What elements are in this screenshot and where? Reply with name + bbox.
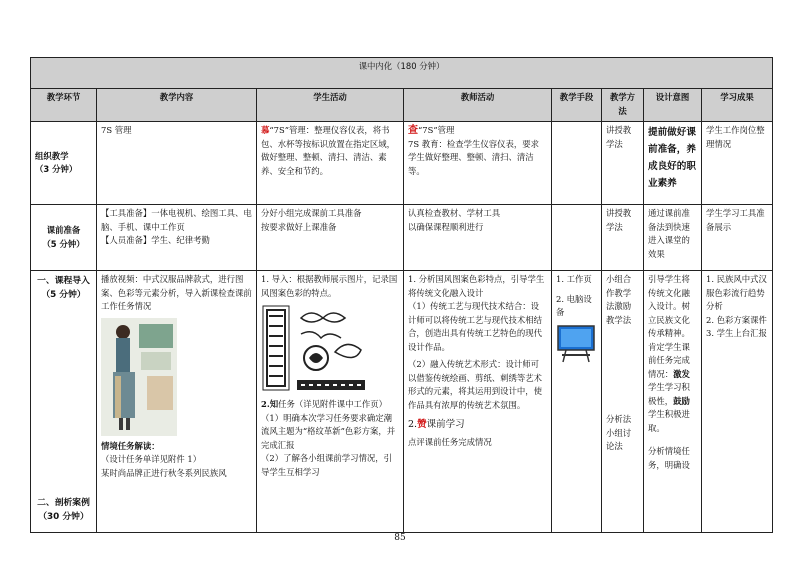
teacher-step1a: （1）传统工艺与现代技术结合：设计师可以将传统工艺与现代技术相结合，创造出具有传统工艺特色的现代设计作品。 <box>408 301 542 352</box>
table-title: 课中内化（180 分钟） <box>31 58 773 89</box>
header-outcome: 学习成果 <box>702 89 773 122</box>
pattern-illustration <box>261 304 371 394</box>
outcome-cell: 学生学习工具准备展示 <box>702 205 773 271</box>
intent-item2b: 激发 <box>673 368 690 379</box>
teacher-step1b: （2）融入传统艺术形式：设计师可以借鉴传统绘画、剪纸、刺绣等艺术形式的元素，将其运用到设计中，使作品具有浓厚的传统艺术氛围。 <box>408 359 542 410</box>
stage-cell <box>31 122 97 205</box>
stage-label: 课前准备 <box>46 225 81 235</box>
stage-time: （3 分钟） <box>35 164 78 174</box>
teacher-mark: 查 <box>408 125 418 136</box>
header-row <box>31 89 773 122</box>
stage-time: （5 分钟） <box>42 238 85 249</box>
student-step2-mark: 知 <box>269 399 279 409</box>
means-cell <box>552 205 602 271</box>
outcome-item3: 3. 学生上台汇报 <box>706 328 767 338</box>
method-cell <box>602 271 644 533</box>
method-item2: 分析法小组讨论法 <box>606 414 632 451</box>
table-row <box>31 122 773 205</box>
stage-cell <box>31 271 97 533</box>
student-step1: 1. 导入：根据教师展示图片，记录国风图案色彩的特点。 <box>261 274 398 298</box>
intent-item2c: 学生学习积极性， <box>648 382 690 406</box>
outcome-cell <box>702 271 773 533</box>
student-step2-num: 2. <box>261 399 270 409</box>
method-cell: 讲授教学法 <box>602 205 644 271</box>
intent-cell: 通过课前准备法到快速进入课堂的效果 <box>644 205 702 271</box>
student-step2a: （1）明确本次学习任务要求确定潮流风主题为“格纹革新”色彩方案，并完成汇报 <box>261 412 396 450</box>
means-cell <box>552 122 602 205</box>
student-cell <box>257 205 404 271</box>
header-teacher: 教师活动 <box>404 89 552 122</box>
stage2-time: （30 分钟） <box>38 511 89 522</box>
task-text2: 某时尚品牌正进行秋冬系列民族风 <box>101 467 227 478</box>
tv-display-icon <box>556 324 596 364</box>
means-item1: 1. 工作页 <box>556 274 592 284</box>
intent-item1: 引导学生将传统文化融入设计。树立民族文化传承精神。 <box>648 274 690 338</box>
title-row <box>31 58 773 89</box>
header-stage: 教学环节 <box>31 89 97 122</box>
stage-time: （5 分钟） <box>41 289 86 300</box>
means-cell <box>552 271 602 533</box>
student-line1: 分好小组完成课前工具准备 <box>261 208 362 218</box>
table-row <box>31 205 773 271</box>
teacher-cell <box>404 205 552 271</box>
teacher-line1: “7S”管理 <box>418 125 455 135</box>
method-cell: 讲授教学法 <box>602 122 644 205</box>
teacher-line2: 以确保课程顺利进行 <box>408 221 484 232</box>
content-line1: 【工具准备】一体电视机、绘图工具、电脑、手机、课中工作页 <box>101 208 252 232</box>
student-step2: 任务（详见附件课中工作页） <box>278 399 387 409</box>
page-number: 85 <box>394 533 406 543</box>
intent-cell <box>644 271 702 533</box>
teacher-step1: 1. 分析国风图案色彩特点，引导学生将传统文化融入设计 <box>408 274 545 298</box>
header-means: 教学手段 <box>552 89 602 122</box>
student-text: “7S”管理：整理仪容仪表，将书包、水杯等按标识放置在指定区域，做好整理、整顿、清扫、清洁、素养、安全和节约。 <box>261 125 395 176</box>
lesson-plan-table <box>30 57 773 533</box>
intent-item3: 分析情境任务，明确设 <box>648 446 690 470</box>
content-cell: 7S 管理 <box>97 122 257 205</box>
intent-item2d: 鼓励 <box>673 395 690 406</box>
teacher-text: 7S 教育：检查学生仪容仪表，要求学生做好整理、整顿、清扫、清洁等。 <box>408 138 539 176</box>
teacher-step2a: 点评课前任务完成情况 <box>408 436 492 447</box>
student-line2: 按要求做好上课准备 <box>261 221 337 232</box>
teacher-step2-mark: 赞 <box>417 419 427 430</box>
header-method: 教学方法 <box>602 89 644 122</box>
teacher-cell <box>404 122 552 205</box>
method-item1: 小组合作教学法激励教学法 <box>606 274 632 325</box>
student-cell <box>257 122 404 205</box>
content-cell <box>97 271 257 533</box>
hanfu-poster-image <box>101 318 177 436</box>
content-intro: 播放视频：中式汉服品牌款式，进行图案、色彩等元素分析，导入新课检查课前工作任务情况 <box>101 274 252 311</box>
teacher-line1: 认真检查教材、学材工具 <box>408 208 501 218</box>
stage-label: 一、课程导入 <box>37 276 90 286</box>
intent-item2a: 肯定学生课前任务完成情况： <box>648 341 690 379</box>
student-step2b: （2）了解各小组课前学习情况，引导学生互相学习 <box>261 453 392 477</box>
outcome-item2: 2. 色彩方案课件 <box>706 314 767 325</box>
teacher-cell <box>404 271 552 533</box>
content-line2: 【人员准备】学生、纪律考勤 <box>101 235 210 245</box>
intent-item2e: 学生积极进取。 <box>648 409 690 433</box>
task-text: （设计任务单详见附件 1） <box>101 454 202 464</box>
student-cell <box>257 271 404 533</box>
header-intent: 设计意图 <box>644 89 702 122</box>
header-student: 学生活动 <box>257 89 404 122</box>
stage2-label: 二、剖析案例 <box>37 498 90 508</box>
intent-cell: 提前做好课前准备，养成良好的职业素养 <box>644 122 702 205</box>
task-label: 情境任务解读： <box>101 440 160 451</box>
student-mark: 慕 <box>261 125 270 135</box>
outcome-cell: 学生工作岗位整理情况 <box>702 122 773 205</box>
teacher-step2-num: 2. <box>408 419 418 430</box>
means-item2: 2. 电脑设备 <box>556 293 592 317</box>
stage-label: 组织教学 <box>35 150 69 161</box>
teacher-step2: 课前学习 <box>426 419 465 430</box>
header-content: 教学内容 <box>97 89 257 122</box>
stage-cell <box>31 205 97 271</box>
content-cell <box>97 205 257 271</box>
outcome-item1: 1. 民族风中式汉服色彩流行趋势分析 <box>706 274 767 311</box>
table-row <box>31 271 773 533</box>
